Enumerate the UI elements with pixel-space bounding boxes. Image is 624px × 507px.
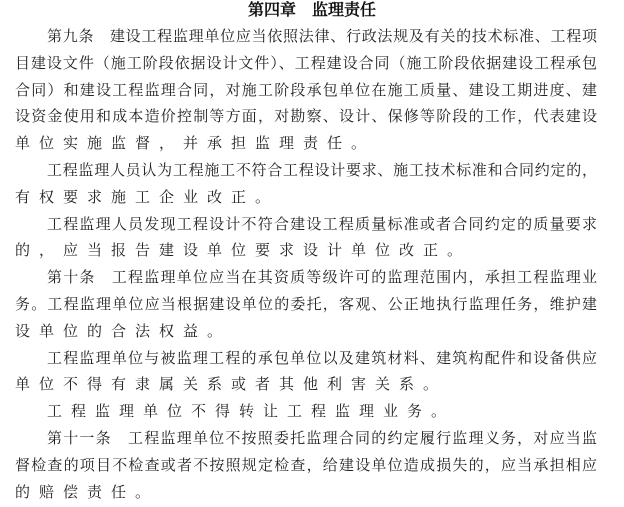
- paragraph: [15, 23, 597, 157]
- paragraph-line: 设单位的合法权益。: [15, 321, 232, 340]
- paragraph: [15, 398, 597, 425]
- paragraph-line: 的赔偿责任。: [15, 482, 160, 501]
- paragraph: [15, 264, 597, 344]
- paragraph: [15, 157, 597, 211]
- chapter-title: 第四章 监理责任: [247, 0, 376, 19]
- paragraph-line: 第九条 建设工程监理单位应当依照法律、行政法规及有关的技术标准、工程项: [47, 27, 597, 45]
- paragraph-line: 工程监理人员发现工程设计不符合建设工程质量标准或者合同约定的质量要求: [47, 214, 597, 233]
- paragraph-line: 督检查的项目不检查或者不按照规定检查，给建设单位造成损失的，应当承担相应: [15, 455, 597, 474]
- paragraph-line: 目建设文件（施工阶段依据设计文件）、工程建设合同（施工阶段依据建设工程承包: [15, 53, 597, 72]
- paragraph-line: 工程监理单位不得转让工程监理业务。: [47, 402, 456, 421]
- document-body: [15, 23, 597, 505]
- paragraph: [15, 345, 597, 399]
- paragraph-line: 工程监理单位与被监理工程的承包单位以及建筑材料、建筑构配件和设备供应: [47, 348, 597, 367]
- paragraph: [15, 211, 597, 265]
- paragraph-line: 设资金使用和成本造价控制等方面，对勘察、设计、保修等阶段的工作，代表建设: [15, 107, 597, 126]
- paragraph-line: 的，应当报告建设单位要求设计单位改正。: [15, 241, 472, 260]
- paragraph-line: 单位实施监督，并承担监理责任。: [15, 134, 376, 153]
- paragraph-line: 第十一条 工程监理单位不按照委托监理合同的约定履行监理义务，对应当监: [47, 428, 597, 447]
- paragraph-line: 工程监理人员认为工程施工不符合工程设计要求、施工技术标准和合同约定的，: [47, 160, 597, 179]
- paragraph-line: 务。工程监理单位应当根据建设单位的委托，客观、公正地执行监理任务，维护建: [15, 294, 597, 313]
- paragraph-line: 合同）和建设工程监理合同，对施工阶段承包单位在施工质量、建设工期进度、建: [15, 80, 597, 99]
- paragraph-line: 有权要求施工企业改正。: [15, 187, 280, 206]
- paragraph: [15, 425, 597, 505]
- paragraph-line: 单位不得有隶属关系或者其他利害关系。: [15, 375, 448, 394]
- paragraph-line: 第十条 工程监理单位应当在其资质等级许可的监理范围内，承担工程监理业: [47, 268, 597, 287]
